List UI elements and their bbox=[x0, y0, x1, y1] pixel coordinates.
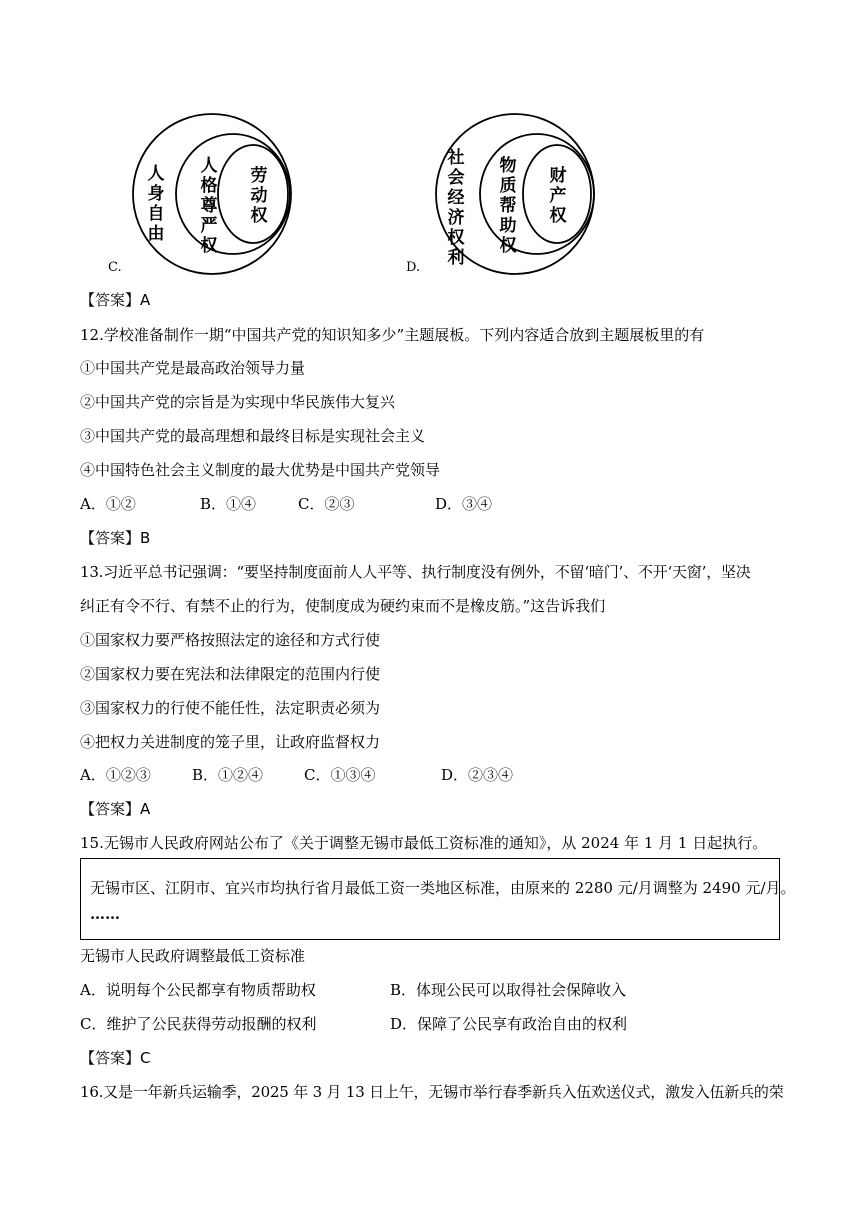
q15-material-ellipsis: …… bbox=[90, 905, 120, 923]
q12-item-2: ②中国共产党的宗旨是为实现中华民族伟大复兴 bbox=[80, 393, 396, 411]
q13-stem-line2: 纠正有令不行、有禁不止的行为，使制度成为硬约束而不是橡皮筋。”这告诉我们 bbox=[80, 597, 606, 615]
diagram-c-inner-label: 劳动权 bbox=[250, 166, 268, 226]
q15-option-d: D．保障了公民享有政治自由的权利 bbox=[390, 1015, 628, 1033]
diagram-d bbox=[400, 100, 600, 280]
q12-item-1: ①中国共产党是最高政治领导力量 bbox=[80, 359, 306, 377]
diagram-c-letter: C. bbox=[108, 260, 122, 275]
diagram-d-inner-label: 财产权 bbox=[549, 166, 567, 226]
q13-item-2: ②国家权力要在宪法和法律限定的范围内行使 bbox=[80, 665, 381, 683]
diagram-d-outer-label: 社会经济权利 bbox=[447, 148, 465, 268]
q12-option-c: C．②③ bbox=[298, 495, 355, 513]
q12-option-b: B．①④ bbox=[200, 495, 257, 513]
q15-option-c: C．维护了公民获得劳动报酬的权利 bbox=[80, 1015, 317, 1033]
q15-material-box bbox=[80, 858, 796, 940]
q13-item-1: ①国家权力要严格按照法定的途径和方式行使 bbox=[80, 631, 381, 649]
q13-answer: 【答案】A bbox=[80, 800, 151, 818]
q12-item-4: ④中国特色社会主义制度的最大优势是中国共产党领导 bbox=[80, 461, 441, 479]
q16-stem: 16.又是一年新兵运输季，2025 年 3 月 13 日上午，无锡市举行春季新兵入伍欢送仪式，激发入伍新兵的荣 bbox=[80, 1083, 784, 1101]
q13-item-3: ③国家权力的行使不能任性，法定职责必须为 bbox=[80, 699, 381, 717]
q12-item-3: ③中国共产党的最高理想和最终目标是实现社会主义 bbox=[80, 427, 426, 445]
diagram-c-middle-label: 人格尊严权 bbox=[200, 156, 218, 256]
q15-question: 无锡市人民政府调整最低工资标准 bbox=[80, 947, 306, 965]
q13-option-c: C．①③④ bbox=[304, 766, 376, 784]
q12-option-d: D．③④ bbox=[435, 495, 493, 513]
q12-stem: 12.学校准备制作一期“中国共产党的知识知多少”主题展板。下列内容适合放到主题展板里的有 bbox=[80, 326, 705, 344]
q15-stem: 15.无锡市人民政府网站公布了《关于调整无锡市最低工资标准的通知》，从 2024 年 1 月 1 日起执行。 bbox=[80, 834, 768, 852]
diagram-c bbox=[100, 100, 300, 280]
q11-answer: 【答案】A bbox=[80, 291, 151, 309]
diagram-c-outer-label: 人身自由 bbox=[147, 164, 165, 244]
q15-material-line1: 无锡市区、江阴市、宜兴市均执行省月最低工资一类地区标准，由原来的 2280 元/月调整为 2490 元/月。 bbox=[90, 879, 796, 897]
q12-answer: 【答案】B bbox=[80, 529, 151, 547]
q15-option-a: A．说明每个公民都享有物质帮助权 bbox=[80, 981, 316, 999]
q13-option-d: D．②③④ bbox=[441, 766, 514, 784]
q15-answer: 【答案】C bbox=[80, 1049, 151, 1067]
q13-option-a: A．①②③ bbox=[80, 766, 151, 784]
q13-item-4: ④把权力关进制度的笼子里，让政府监督权力 bbox=[80, 733, 381, 751]
diagram-d-letter: D. bbox=[406, 260, 421, 275]
diagram-d-middle-label: 物质帮助权 bbox=[499, 156, 517, 256]
q15-option-b: B．体现公民可以取得社会保障收入 bbox=[390, 981, 627, 999]
q12-option-a: A．①② bbox=[80, 495, 136, 513]
q13-option-b: B．①②④ bbox=[192, 766, 264, 784]
q13-stem-line1: 13.习近平总书记强调：“要坚持制度面前人人平等、执行制度没有例外，不留‘暗门’、不开‘天窗’，坚决 bbox=[80, 563, 751, 581]
